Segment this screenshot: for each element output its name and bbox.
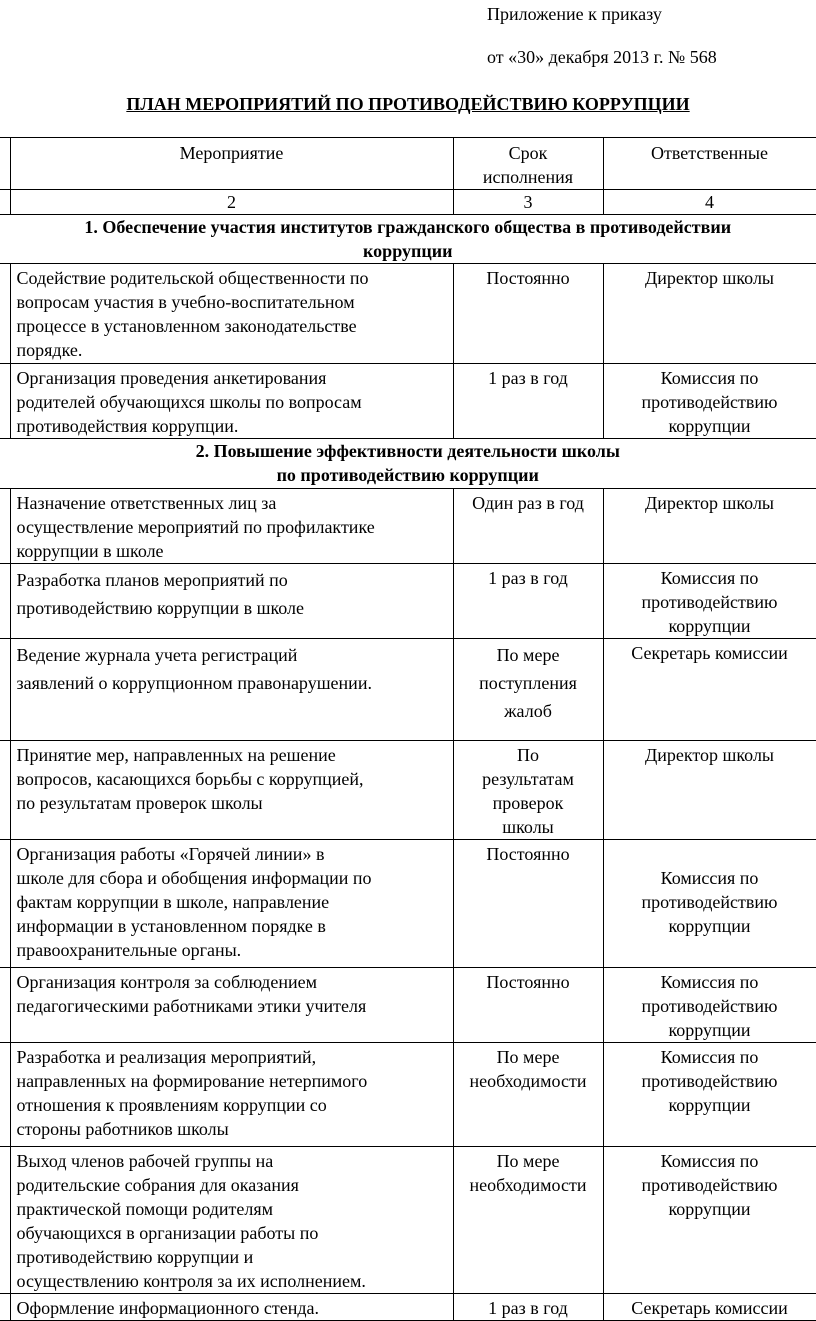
- term-cell-line: результатам: [482, 769, 574, 789]
- column-number-2: 2: [10, 190, 453, 215]
- event-cell-line: процессе в установленном законодательстве: [16, 316, 357, 336]
- term-cell-line: 1 раз в год: [488, 568, 568, 588]
- order-reference: от «30» декабря 2013 г. № 568: [487, 47, 717, 67]
- responsible-cell-line: Комиссия по: [660, 568, 759, 588]
- responsible-cell: [603, 1147, 816, 1294]
- responsible-cell-line: противодействию: [641, 592, 778, 612]
- responsible-cell-line: противодействию: [641, 1071, 778, 1091]
- event-cell-line: родительские собрания для оказания: [16, 1175, 299, 1195]
- event-cell-line: противодействия коррупции.: [16, 416, 239, 436]
- section-1-rows: [0, 264, 816, 439]
- table-row: [0, 1294, 816, 1321]
- event-cell: [10, 840, 453, 968]
- event-cell-line: Принятие мер, направленных на решение: [16, 745, 336, 765]
- term-cell-line: поступления: [479, 673, 577, 693]
- column-header-term-line1: Срок: [508, 143, 548, 163]
- responsible-cell: [603, 564, 816, 639]
- section-2-rows: [0, 489, 816, 1321]
- responsible-cell: [603, 1043, 816, 1147]
- plan-table: [0, 137, 816, 1321]
- event-cell-line: педагогическими работниками этики учителя: [16, 996, 367, 1016]
- responsible-cell-line: коррупции: [668, 1095, 751, 1115]
- responsible-cell-line: Комиссия по: [660, 1047, 759, 1067]
- event-cell-line: вопросов, касающихся борьбы с коррупцией,: [16, 769, 364, 789]
- term-cell-line: По мере: [496, 1151, 560, 1171]
- term-cell-line: необходимости: [469, 1071, 587, 1091]
- term-cell-line: необходимости: [469, 1175, 587, 1195]
- term-cell-line: По мере: [496, 1047, 560, 1067]
- event-cell-line: Разработка планов мероприятий по: [16, 570, 288, 590]
- term-cell-line: проверок: [492, 793, 564, 813]
- event-cell-line: фактам коррупции в школе, направление: [16, 892, 330, 912]
- event-cell-line: Ведение журнала учета регистраций: [16, 645, 298, 665]
- event-cell-line: Содействие родительской общественности по: [16, 268, 369, 288]
- section-heading-2-line1: 2. Повышение эффективности деятельности школы: [195, 441, 620, 461]
- responsible-cell: [603, 264, 816, 364]
- responsible-cell: [603, 364, 816, 439]
- term-cell: [453, 1147, 603, 1294]
- column-header-term-line2: исполнения: [482, 167, 574, 187]
- column-number-row: [0, 190, 816, 215]
- event-cell: [10, 1294, 453, 1321]
- responsible-cell-line: Директор школы: [644, 268, 775, 288]
- responsible-cell-line: Комиссия по: [660, 868, 759, 888]
- row-margin-cell: [0, 1294, 10, 1321]
- event-cell: [10, 639, 453, 741]
- event-cell: [10, 741, 453, 840]
- responsible-cell-line: коррупции: [668, 1199, 751, 1219]
- table-row: [0, 264, 816, 364]
- table-row: [0, 1043, 816, 1147]
- event-cell-line: Назначение ответственных лиц за: [16, 493, 277, 513]
- table-row: [0, 741, 816, 840]
- row-margin-cell: [0, 840, 10, 968]
- section-heading-2: [0, 439, 816, 489]
- term-cell: [453, 1294, 603, 1321]
- event-cell-line: вопросам участия в учебно-воспитательном: [16, 292, 355, 312]
- responsible-cell-line: Комиссия по: [660, 368, 759, 388]
- term-cell-line: Один раз в год: [472, 493, 584, 513]
- event-cell-line: порядке.: [16, 340, 83, 360]
- responsible-cell-line: коррупции: [668, 616, 751, 636]
- table-row: [0, 1147, 816, 1294]
- table-row: [0, 364, 816, 439]
- event-cell-line: стороны работников школы: [16, 1119, 229, 1139]
- term-cell-line: 1 раз в год: [488, 368, 568, 388]
- row-margin-cell: [0, 639, 10, 741]
- term-cell-line: По: [517, 745, 539, 765]
- table-row: [0, 968, 816, 1043]
- term-cell: [453, 564, 603, 639]
- event-cell-line: школе для сбора и обобщения информации по: [16, 868, 372, 888]
- event-cell: [10, 564, 453, 639]
- term-cell: [453, 364, 603, 439]
- responsible-cell: [603, 639, 816, 741]
- event-cell-line: информации в установленном порядке в: [16, 916, 326, 936]
- section-heading-1-line2: коррупции: [363, 241, 453, 261]
- table-row: [0, 840, 816, 968]
- term-cell-line: школы: [502, 817, 554, 837]
- event-cell: [10, 968, 453, 1043]
- row-margin-cell: [0, 1147, 10, 1294]
- event-cell-line: обучающихся в организации работы по: [16, 1223, 319, 1243]
- event-cell: [10, 1147, 453, 1294]
- responsible-cell: [603, 840, 816, 968]
- term-cell-line: 1 раз в год: [488, 1298, 568, 1318]
- responsible-cell-line: Секретарь комиссии: [631, 643, 788, 663]
- event-cell-line: Разработка и реализация мероприятий,: [16, 1047, 317, 1067]
- event-cell-line: противодействию коррупции в школе: [16, 598, 305, 618]
- responsible-cell-line: коррупции: [668, 916, 751, 936]
- table-header-row: [0, 138, 816, 190]
- responsible-cell-line: противодействию: [641, 1175, 778, 1195]
- term-cell-line: жалоб: [504, 701, 552, 721]
- event-cell-line: Выход членов рабочей группы на: [16, 1151, 274, 1171]
- event-cell: [10, 264, 453, 364]
- term-cell: [453, 639, 603, 741]
- column-header-term: [453, 138, 603, 190]
- term-cell: [453, 264, 603, 364]
- term-cell: [453, 489, 603, 564]
- event-cell-line: Оформление информационного стенда.: [16, 1298, 320, 1318]
- event-cell-line: осуществлению контроля за их исполнением.: [16, 1271, 366, 1291]
- responsible-cell: [603, 741, 816, 840]
- term-cell-line: Постоянно: [486, 972, 570, 992]
- event-cell-line: правоохранительные органы.: [16, 940, 242, 960]
- responsible-cell-line: Секретарь комиссии: [631, 1298, 788, 1318]
- column-header-responsible: Ответственные: [603, 138, 816, 190]
- event-cell-line: родителей обучающихся школы по вопросам: [16, 392, 362, 412]
- responsible-cell-line: Директор школы: [644, 493, 775, 513]
- event-cell-line: по результатам проверок школы: [16, 793, 263, 813]
- column-header-event: Мероприятие: [10, 138, 453, 190]
- term-cell: [453, 741, 603, 840]
- table-row: [0, 639, 816, 741]
- term-cell-line: По мере: [496, 645, 560, 665]
- row-margin-cell: [0, 364, 10, 439]
- responsible-cell: [603, 489, 816, 564]
- section-row-1: [0, 215, 816, 264]
- responsible-cell: [603, 968, 816, 1043]
- table-row: [0, 489, 816, 564]
- column-number-4: 4: [603, 190, 816, 215]
- event-cell-line: отношения к проявлениям коррупции со: [16, 1095, 327, 1115]
- responsible-cell-line: противодействию: [641, 892, 778, 912]
- row-margin-cell: [0, 264, 10, 364]
- row-margin-cell: [0, 968, 10, 1043]
- event-cell: [10, 1043, 453, 1147]
- event-cell-line: Организация контроля за соблюдением: [16, 972, 317, 992]
- responsible-cell-line: коррупции: [668, 416, 751, 436]
- event-cell-line: Организация проведения анкетирования: [16, 368, 327, 388]
- section-heading-1-line1: 1. Обеспечение участия институтов гражданского общества в противодействии: [84, 217, 732, 237]
- annex-caption: Приложение к приказу: [487, 4, 662, 24]
- term-cell: [453, 840, 603, 968]
- table-row: [0, 564, 816, 639]
- event-cell-line: Организация работы «Горячей линии» в: [16, 844, 325, 864]
- event-cell: [10, 364, 453, 439]
- row-margin-cell: [0, 489, 10, 564]
- term-cell: [453, 968, 603, 1043]
- event-cell-line: коррупции в школе: [16, 541, 164, 561]
- responsible-cell-line: коррупции: [668, 1020, 751, 1040]
- row-margin-cell: [0, 1043, 10, 1147]
- event-cell-line: практической помощи родителям: [16, 1199, 274, 1219]
- responsible-cell: [603, 1294, 816, 1321]
- responsible-cell-line: противодействию: [641, 996, 778, 1016]
- row-margin-cell: [0, 564, 10, 639]
- responsible-cell-line: Комиссия по: [660, 972, 759, 992]
- row-margin-cell: [0, 741, 10, 840]
- event-cell-line: осуществление мероприятий по профилактике: [16, 517, 375, 537]
- event-cell: [10, 489, 453, 564]
- responsible-cell-line: Директор школы: [644, 745, 775, 765]
- column-number-3: 3: [453, 190, 603, 215]
- term-cell-line: Постоянно: [486, 268, 570, 288]
- term-cell-line: Постоянно: [486, 844, 570, 864]
- responsible-cell-line: Комиссия по: [660, 1151, 759, 1171]
- responsible-cell-line: противодействию: [641, 392, 778, 412]
- term-cell: [453, 1043, 603, 1147]
- event-cell-line: направленных на формирование нетерпимого: [16, 1071, 368, 1091]
- section-heading-1: [0, 215, 816, 264]
- event-cell-line: заявлений о коррупционном правонарушении.: [16, 673, 372, 693]
- event-cell-line: противодействию коррупции и: [16, 1247, 254, 1267]
- section-heading-2-line2: по противодействию коррупции: [276, 465, 539, 485]
- section-row-2: [0, 439, 816, 489]
- page-title: ПЛАН МЕРОПРИЯТИЙ ПО ПРОТИВОДЕЙСТВИЮ КОРРУПЦИИ: [126, 94, 690, 114]
